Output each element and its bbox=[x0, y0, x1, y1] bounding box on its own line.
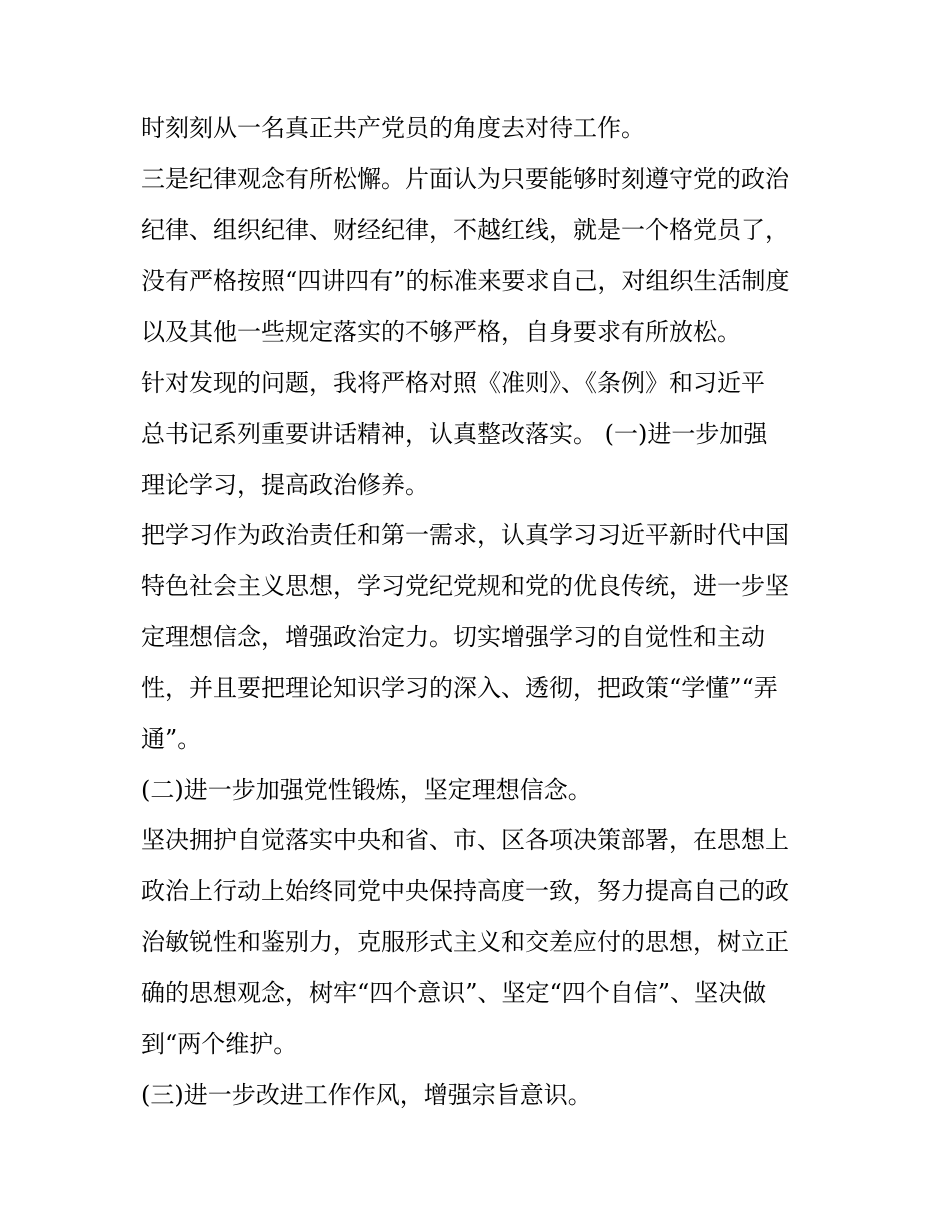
text-line: (二)进一步加强党性锻炼，坚定理想信念。 bbox=[141, 776, 592, 804]
text-line: 确的思想观念，树牢“四个意识”、坚定“四个自信”、坚决做 bbox=[141, 979, 767, 1007]
text-line: 纪律、组织纪律、财经纪律，不越红线，就是一个格党员了， bbox=[141, 216, 789, 244]
text-line: 治敏锐性和鉴别力，克服形式主义和交差应付的思想，树立正 bbox=[141, 928, 789, 956]
text-line: 定理想信念，增强政治定力。切实增强学习的自觉性和主动 bbox=[141, 623, 765, 651]
text-line: 理论学习，提高政治修养。 bbox=[141, 471, 429, 499]
text-line: 三是纪律观念有所松懈。片面认为只要能够时刻遵守党的政治 bbox=[141, 165, 789, 193]
text-line: 到“两个维护。 bbox=[141, 1030, 298, 1058]
text-line: 时刻刻从一名真正共产党员的角度去对待工作。 bbox=[141, 114, 645, 142]
text-line: 把学习作为政治责任和第一需求，认真学习习近平新时代中国 bbox=[141, 521, 789, 549]
text-line: 特色社会主义思想，学习党纪党规和党的优良传统，进一步坚 bbox=[141, 572, 789, 600]
text-line: 坚决拥护自觉落实中央和省、市、区各项决策部署，在思想上 bbox=[141, 826, 789, 854]
text-line: 没有严格按照“四讲四有”的标准来要求自己，对组织生活制度 bbox=[141, 267, 790, 295]
text-line: 通”。 bbox=[141, 725, 202, 753]
text-line: 针对发现的问题，我将严格对照《准则》、《条例》和习近平 bbox=[141, 369, 765, 397]
text-line: (三)进一步改进工作作风，增强宗旨意识。 bbox=[141, 1081, 592, 1109]
text-line: 以及其他一些规定落实的不够严格，自身要求有所放松。 bbox=[141, 318, 741, 346]
text-line: 政治上行动上始终同党中央保持高度一致，努力提高自己的政 bbox=[141, 877, 789, 905]
text-line: 总书记系列重要讲话精神，认真整改落实。 (一)进一步加强 bbox=[141, 420, 768, 448]
text-line: 性，并且要把理论知识学习的深入、透彻，把政策“学懂”“弄 bbox=[141, 674, 778, 702]
